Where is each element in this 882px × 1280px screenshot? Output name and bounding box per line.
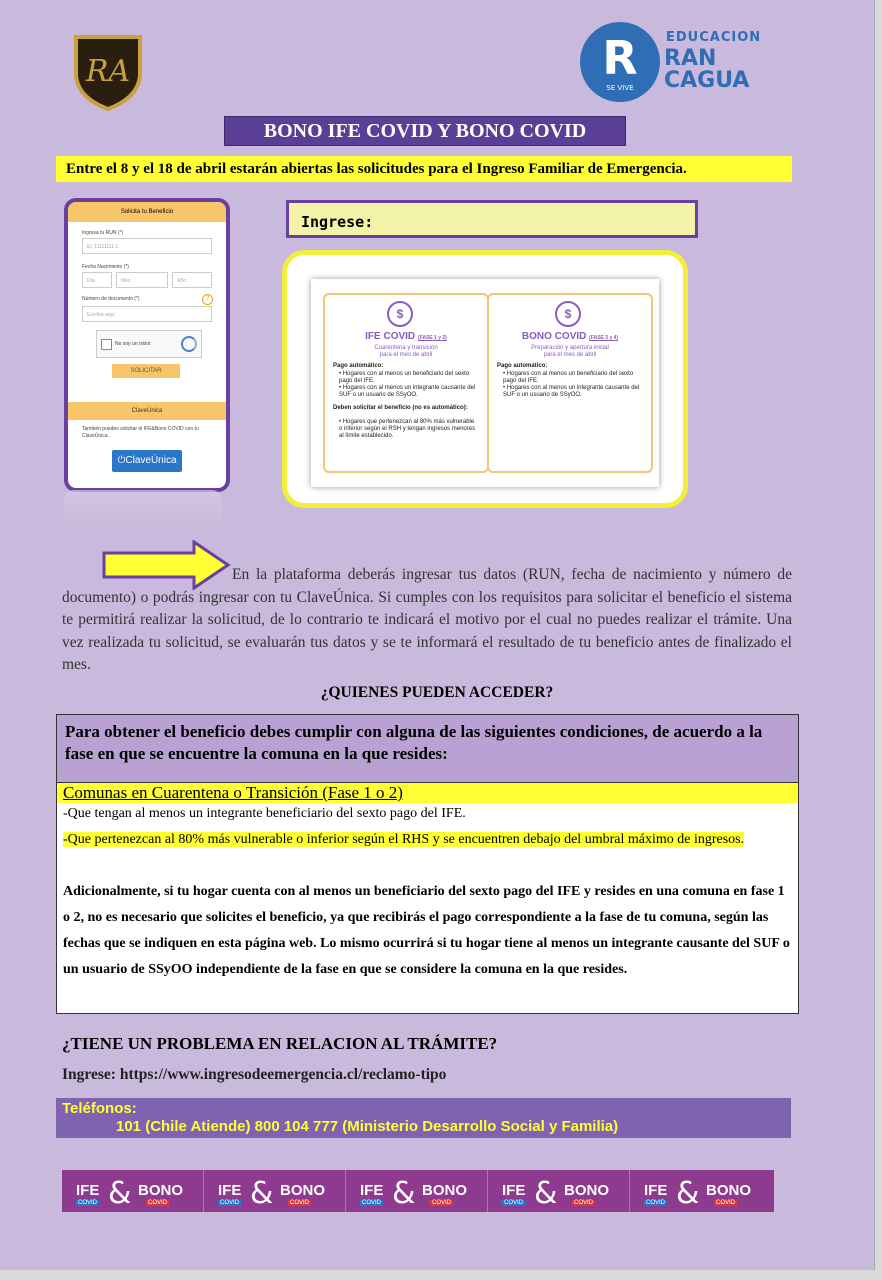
- claveunica-button-label: ClaveÚnica: [125, 455, 177, 466]
- hands-coin-icon: $: [555, 301, 581, 327]
- phone-reflection: [64, 490, 222, 530]
- power-icon: ⏻: [117, 455, 126, 466]
- ife-bono-banner: [62, 1170, 774, 1212]
- url-box[interactable]: Ingrese:: [286, 200, 698, 238]
- conditions-header: Para obtener el beneficio debes cumplir con alguna de las siguientes condiciones, de acuerdo a la fase en que se encuentre la comuna en la que resides:: [57, 715, 798, 783]
- banner-logo: IFE & BONO COVID COVID: [644, 1176, 751, 1211]
- phones-label: Teléfonos:: [62, 1100, 137, 1117]
- ife-card-bullet: • Hogares con al menos un beneficiario del sexto pago del IFE.: [339, 371, 470, 384]
- conditions-box: [56, 714, 799, 1014]
- banner-logo: IFE & BONO COVID COVID: [488, 1170, 630, 1212]
- ife-card-title: IFE COVID (FASE 1 y 2): [365, 331, 447, 342]
- logo-educacion: EDUCACION: [666, 30, 762, 45]
- coins-icon: $: [387, 301, 413, 327]
- bono-covid-card: [487, 293, 653, 473]
- phone-form-screenshot: [64, 198, 230, 492]
- conditions-subheader: Comunas en Cuarentena o Transición (Fase 1 o 2): [57, 783, 798, 803]
- doc-input[interactable]: Escriba aquí: [82, 306, 212, 322]
- dates-banner: Entre el 8 y el 18 de abril estarán abiertas las solicitudes para el Ingreso Familiar de Emergencia.: [56, 156, 792, 182]
- month-select[interactable]: Mes: [116, 272, 168, 288]
- phones-numbers: 101 (Chile Atiende) 800 104 777 (Ministerio Desarrollo Social y Familia): [116, 1118, 619, 1135]
- banner-logo: IFE & BONO COVID COVID: [204, 1170, 346, 1212]
- cards-inner: [311, 279, 659, 487]
- bono-card-bullet: • Hogares con al menos un integrante causante del SUF o un usuario de SSyOO.: [503, 385, 640, 398]
- bono-card-subtitle1: Preparación y apertura inicial: [531, 345, 609, 351]
- school-crest-logo: [70, 33, 146, 111]
- problem-url[interactable]: Ingrese: https://www.ingresodeemergencia.cl/reclamo-tipo: [62, 1066, 447, 1083]
- captcha-box[interactable]: [96, 330, 202, 358]
- clave-text: También puedes solicitar el IFE&Bono COVID con tu ClaveÚnica.: [82, 426, 199, 439]
- conditions-additional: Adicionalmente, si tu hogar cuenta con al menos un beneficiario del sexto pago del IFE y resides en una comuna en fase 1 o 2, no es necesario que solicites el beneficio, ya que recibirás el pago correspondiente a la fase de tu comuna, según las fechas que se indiquen en esta página web. Lo mismo ocurrirá si tu hogar tiene al menos un integrante causante del SUF o un usuario de SSyOO independiente de la fase en que se considere la comuna en la que resides.: [63, 884, 790, 977]
- run-input[interactable]: Ej: 11111111-1: [82, 238, 212, 254]
- form-header: Solicita tu Beneficio: [68, 202, 226, 222]
- condition-line2: -Que pertenezcan al 80% más vulnerable o inferior según el RHS y se encuentren debajo del umbral máximo de ingresos.: [63, 832, 745, 847]
- year-select[interactable]: Año: [172, 272, 212, 288]
- ife-card-subtitle2: para el mes de abril: [379, 352, 433, 358]
- phones-bar: [56, 1098, 791, 1138]
- logo-ran: RAN: [664, 46, 717, 71]
- run-label: Ingresa tu RUN (*): [82, 230, 124, 236]
- instructions-paragraph: En la plataforma deberás ingresar tus datos (RUN, fecha de nacimiento y número de documento) o podrás ingresar con tu ClaveÚnica. Si cumples con los requisitos para solicitar el beneficio el sistema te permitirá realizar la solicitud, de lo contrario te indicará el motivo por el cual no puedes realizar el trámite. Una vez realizada tu solicitud, se evaluarán tus datos y se te informará el resultado de tu beneficio antes de finalizado el mes.: [62, 566, 792, 673]
- claveunica-button[interactable]: [112, 450, 182, 472]
- ife-card-heading1: Pago automático:: [333, 363, 384, 369]
- help-icon[interactable]: ?: [202, 294, 213, 305]
- captcha-label: No soy un robot: [115, 341, 151, 347]
- doc-label: Número de documento (*): [82, 296, 140, 302]
- submit-button[interactable]: SOLICITAR: [112, 364, 180, 378]
- problem-heading: ¿TIENE UN PROBLEMA EN RELACION AL TRÁMITE?: [62, 1034, 498, 1053]
- benefit-cards-panel: [282, 250, 688, 508]
- page-title: BONO IFE COVID Y BONO COVID: [224, 116, 626, 146]
- bono-card-bullet: • Hogares con al menos un beneficiario del sexto pago del IFE.: [503, 371, 634, 384]
- clave-header: ClaveÚnica: [68, 402, 226, 420]
- educacion-rancagua-logo: [580, 22, 760, 108]
- crest-letters: RA: [85, 54, 131, 89]
- day-select[interactable]: Día: [82, 272, 112, 288]
- ife-card-subtitle1: Cuarentena y transición: [374, 345, 438, 351]
- logo-cagua: CAGUA: [664, 68, 750, 93]
- ife-card-bullet: • Hogares con al menos un integrante causante del SUF o un usuario de SSyOO.: [339, 385, 476, 398]
- banner-logo: IFE & BONO COVID COVID: [62, 1170, 204, 1212]
- who-heading: ¿QUIENES PUEDEN ACCEDER?: [320, 684, 554, 701]
- condition-line1: -Que tengan al menos un integrante beneficiario del sexto pago del IFE.: [63, 806, 466, 821]
- ife-card-bullet: • Hogares que pertenezcan al 80% más vulnerable o inferior según el RSH y tengan ingresos menores al límite establecido.: [339, 419, 476, 439]
- bono-card-subtitle2: para el mes de abril: [543, 352, 597, 358]
- ife-covid-card: [323, 293, 489, 473]
- ife-card-heading2: Deben solicitar el beneficio (no es automático):: [333, 405, 468, 411]
- bono-card-heading1: Pago automático:: [497, 363, 548, 369]
- banner-logo: IFE & BONO COVID COVID: [346, 1170, 488, 1212]
- logo-r-letter: R: [602, 31, 638, 85]
- birth-label: Fecha Nacimiento (*): [82, 264, 129, 270]
- bono-card-title: BONO COVID (FASE 3 y 4): [521, 331, 619, 342]
- captcha-checkbox[interactable]: [101, 339, 112, 350]
- recaptcha-icon: [181, 336, 197, 352]
- logo-se-vive: SE VIVE: [606, 84, 634, 92]
